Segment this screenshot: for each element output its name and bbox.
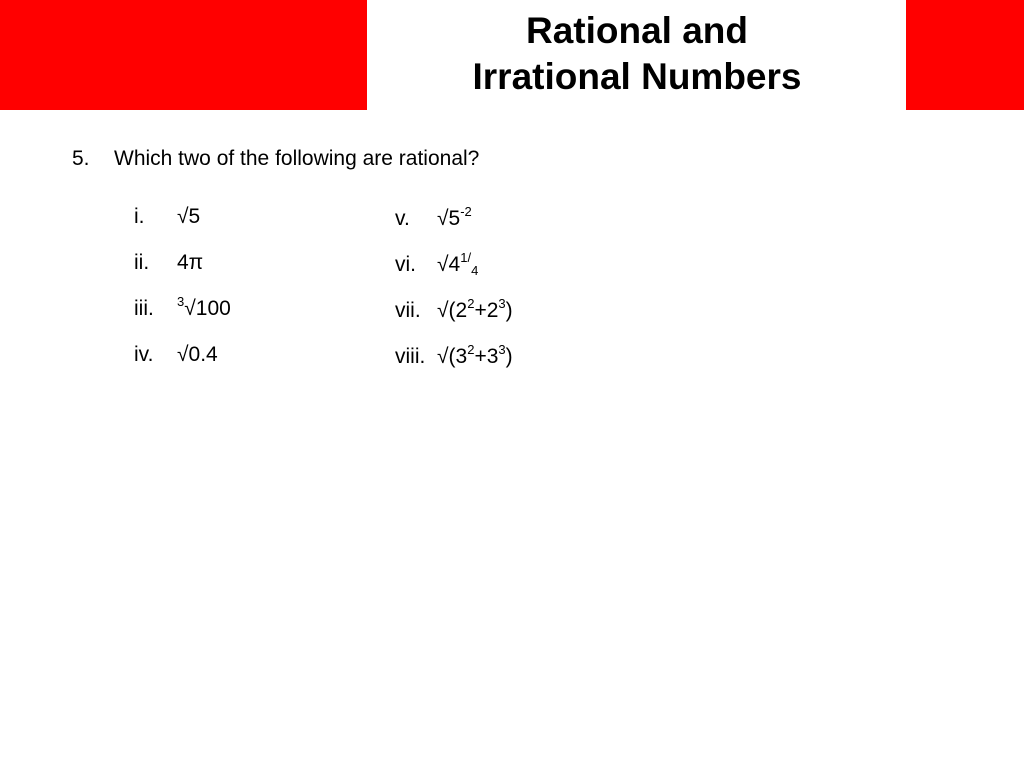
option-expression: √(3 — [437, 345, 468, 368]
option-expression: √4 — [437, 253, 461, 276]
exponent: 2 — [467, 296, 475, 311]
option-iii — [134, 296, 231, 322]
red-header-band-left — [0, 0, 367, 110]
option-iv — [134, 342, 218, 368]
exponent: -2 — [460, 204, 472, 219]
option-expression: 4π — [177, 251, 204, 274]
red-header-band-right — [906, 0, 1024, 110]
option-expression-part: ) — [505, 345, 513, 368]
question-text: Which two of the following are rational? — [114, 147, 480, 170]
exponent: 3 — [498, 342, 506, 357]
option-label: vi. — [395, 253, 416, 276]
option-label: ii. — [134, 251, 150, 274]
question — [72, 146, 479, 172]
option-expression-part: +2 — [474, 299, 499, 322]
option-expression: √5 — [437, 207, 461, 230]
exponent: 2 — [467, 342, 475, 357]
option-label: viii. — [395, 345, 426, 368]
exponent-numerator: 1/ — [460, 250, 472, 265]
option-label: i. — [134, 205, 145, 228]
slide-title — [380, 8, 894, 100]
option-label: iii. — [134, 297, 154, 320]
option-expression: √0.4 — [177, 343, 218, 366]
question-number: 5. — [72, 147, 90, 170]
option-label: iv. — [134, 343, 154, 366]
option-expression: √5 — [177, 205, 201, 228]
slide-title-line-1: Rational and — [525, 10, 749, 51]
option-expression-part: ) — [505, 299, 513, 322]
option-label: vii. — [395, 299, 421, 322]
option-expression: √(2 — [437, 299, 468, 322]
option-i — [134, 204, 200, 230]
option-vii — [395, 298, 513, 324]
option-ii — [134, 250, 203, 276]
option-label: v. — [395, 207, 410, 230]
root-index: 3 — [177, 294, 185, 309]
exponent: 3 — [498, 296, 506, 311]
exponent-denominator: 4 — [471, 263, 479, 278]
option-viii — [395, 344, 513, 370]
option-v — [395, 206, 472, 232]
option-vi — [395, 252, 478, 278]
slide-title-line-2: Irrational Numbers — [472, 56, 802, 97]
option-expression: √100 — [184, 297, 231, 320]
option-expression-part: +3 — [474, 345, 499, 368]
